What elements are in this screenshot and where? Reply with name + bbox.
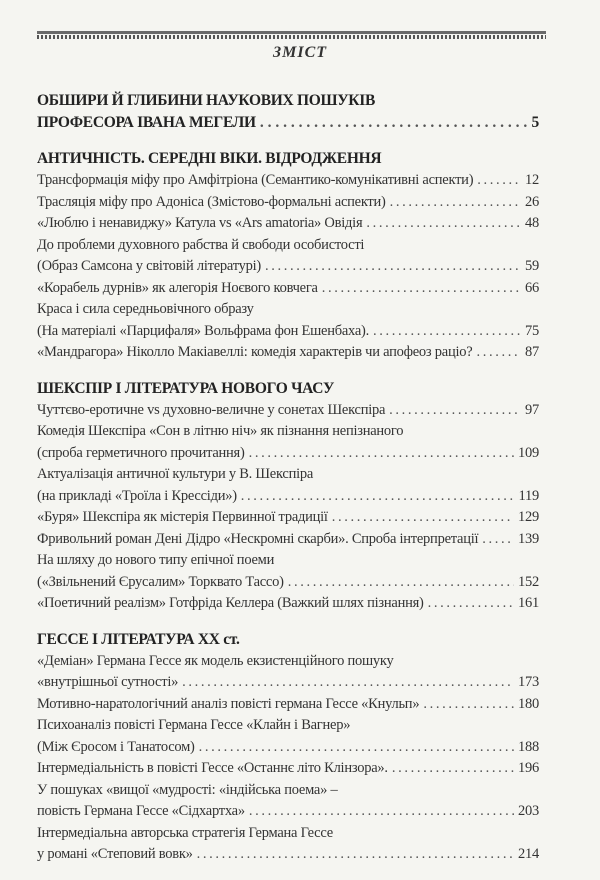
dot-leader: [482, 529, 514, 551]
dot-leader: [265, 256, 521, 278]
page-number: 97: [525, 401, 539, 418]
page-number: 196: [518, 760, 539, 776]
page-number: 5: [531, 114, 539, 131]
page-number: 59: [525, 258, 539, 274]
toc-line: [37, 593, 539, 615]
page-number: 26: [525, 193, 539, 210]
toc-line: [37, 148, 539, 170]
entry-text: повість Германа Гессе «Сідхартха»: [37, 803, 245, 819]
page-number: 12: [525, 172, 539, 188]
dot-leader: [182, 672, 514, 694]
entry-text: Інтермедіальна авторська стратегія Германа Гессе: [37, 824, 333, 841]
toc-line: [37, 235, 539, 257]
entry-text: Трансформація міфу про Амфітріона (Семантико-комунікативні аспекти): [37, 172, 474, 188]
toc-entry[interactable]: [37, 507, 539, 529]
page-number: 214: [518, 846, 539, 862]
entry-text: ОБШИРИ Й ГЛИБИНИ НАУКОВИХ ПОШУКІВ: [37, 92, 375, 109]
entry-text: До проблеми духовного рабства й свободи особистості: [37, 236, 365, 253]
dot-leader: [288, 572, 514, 594]
entry-text: ПРОФЕСОРА ІВАНА МЕГЕЛИ: [37, 114, 256, 131]
header-ornamental-rule: [37, 31, 546, 40]
toc-line: [37, 342, 539, 364]
entry-text: (Між Єросом і Танатосом): [37, 738, 195, 755]
page-number: 129: [518, 509, 539, 525]
toc-line: [37, 213, 539, 235]
toc-entry[interactable]: [37, 400, 539, 422]
toc-entry[interactable]: [37, 715, 539, 758]
entry-text: Актуалізація античної культури у В. Шекспіра: [37, 466, 314, 482]
entry-text: «Поетичний реалізм» Готфріда Келлера (Важкий шлях пізнання): [37, 595, 424, 611]
toc-entry[interactable]: [37, 550, 539, 593]
rule-line: [37, 31, 546, 34]
entry-text: Фривольний роман Дені Дідро «Нескромні скарби». Спроба інтерпретації: [37, 530, 479, 547]
section-heading: [37, 148, 539, 170]
toc-line: [37, 629, 539, 651]
toc-line: [37, 801, 539, 823]
dot-leader: [332, 507, 514, 529]
dot-leader: [476, 342, 521, 364]
entry-text: (спроба герметичного прочитання): [37, 444, 245, 461]
page-number: 87: [525, 344, 539, 360]
toc-section: [37, 629, 539, 866]
toc-entry[interactable]: [37, 464, 539, 507]
toc-entry[interactable]: [37, 694, 539, 716]
toc-line: [37, 278, 539, 300]
dot-leader: [241, 486, 515, 508]
entry-text: «внутрішньої сутності»: [37, 674, 179, 690]
dot-leader: [260, 112, 528, 134]
entry-text: Інтермедіальність в повісті Гессе «Останнє літо Клінзора».: [37, 760, 388, 776]
entry-text: «Люблю і ненавиджу» Катула vs «Ars amatoria» Овідія: [37, 215, 363, 231]
page-number: 75: [525, 322, 539, 339]
dot-leader: [366, 213, 521, 235]
dot-leader: [373, 321, 521, 343]
entry-text: (На матеріалі «Парцифаля» Вольфрама фон Ешенбаха).: [37, 322, 369, 339]
page-number: 48: [525, 215, 539, 231]
entry-text: У пошуках «вищої «мудрості: «індійська поема» –: [37, 781, 338, 798]
toc-line: [37, 464, 539, 486]
table-of-contents: [37, 90, 539, 880]
toc-entry[interactable]: [37, 213, 539, 235]
toc-line: [37, 844, 539, 866]
page-title: ЗМІСТ: [272, 44, 328, 61]
toc-line: [37, 694, 539, 716]
page-number: 152: [518, 573, 539, 590]
dot-leader: [389, 400, 521, 422]
page-number: 188: [518, 738, 539, 755]
toc-line: [37, 651, 539, 673]
toc-entry[interactable]: [37, 170, 539, 192]
page-number: 119: [518, 487, 539, 504]
rule-dots: [37, 35, 546, 39]
toc-entry[interactable]: [37, 593, 539, 615]
entry-text: (Образ Самсона у світовій літературі): [37, 258, 261, 274]
page-number: 180: [518, 695, 539, 712]
toc-entry[interactable]: [37, 421, 539, 464]
section-heading: [37, 629, 539, 651]
section-heading: [37, 90, 539, 134]
toc-line: [37, 486, 539, 508]
toc-line: [37, 378, 539, 400]
toc-line: [37, 321, 539, 343]
entry-text: «Деміан» Германа Гессе як модель екзистенційного пошуку: [37, 652, 394, 669]
dot-leader: [197, 844, 514, 866]
toc-entry[interactable]: [37, 758, 539, 780]
toc-section: [37, 148, 539, 364]
page-number: 139: [518, 530, 539, 547]
toc-section: [37, 90, 539, 134]
entry-text: Чуттєво-еротичне vs духовно-величне у сонетах Шекспіра: [37, 401, 386, 418]
toc-entry[interactable]: [37, 235, 539, 278]
entry-text: ГЕССЕ І ЛІТЕРАТУРА XX ст.: [37, 630, 240, 648]
dot-leader: [477, 170, 521, 192]
page-number: 66: [525, 279, 539, 296]
toc-entry[interactable]: [37, 192, 539, 214]
toc-line: [37, 443, 539, 465]
toc-entry[interactable]: [37, 278, 539, 300]
dot-leader: [199, 737, 514, 759]
toc-line: [37, 550, 539, 572]
entry-text: Краса і сила середньовічного образу: [37, 301, 254, 317]
toc-line: [37, 170, 539, 192]
toc-line: [37, 507, 539, 529]
toc-entry[interactable]: [37, 342, 539, 364]
entry-text: На шляху до нового типу епічної поеми: [37, 552, 275, 568]
toc-line: [37, 672, 539, 694]
entry-text: Комедія Шекспіра «Сон в літню ніч» як пізнання непізнаного: [37, 423, 404, 439]
entry-text: Мотивно-наратологічний аналіз повісті германа Гессе «Кнульп»: [37, 695, 420, 712]
toc-line: [37, 90, 539, 112]
toc-entry[interactable]: [37, 780, 539, 823]
entry-text: у романі «Степовий вовк»: [37, 846, 193, 862]
entry-text: («Звільнений Єрусалим» Торквато Тассо): [37, 573, 284, 590]
toc-entry[interactable]: [37, 299, 539, 342]
entry-text: «Буря» Шекспіра як містерія Первинної традиції: [37, 509, 328, 525]
dot-leader: [392, 758, 514, 780]
toc-entry[interactable]: [37, 823, 539, 866]
toc-line: [37, 715, 539, 737]
dot-leader: [322, 278, 521, 300]
dot-leader: [249, 801, 514, 823]
page-number: 161: [518, 595, 539, 611]
toc-line: [37, 192, 539, 214]
toc-line: [37, 529, 539, 551]
toc-line: [37, 421, 539, 443]
toc-line: [37, 299, 539, 321]
entry-text: ШЕКСПІР І ЛІТЕРАТУРА НОВОГО ЧАСУ: [37, 379, 335, 397]
toc-entry[interactable]: [37, 651, 539, 694]
entry-text: «Мандрагора» Ніколло Макіавеллі: комедія характерів чи апофеоз раціо?: [37, 344, 473, 360]
toc-section: [37, 378, 539, 615]
toc-line: [37, 256, 539, 278]
entry-text: Психоаналіз повісті Германа Гессе «Клайн і Вагнер»: [37, 717, 351, 733]
dot-leader: [390, 192, 521, 214]
toc-line: [37, 400, 539, 422]
toc-line: [37, 112, 539, 134]
page-number: 173: [518, 674, 539, 690]
toc-line: [37, 758, 539, 780]
dot-leader: [428, 593, 514, 615]
dot-leader: [249, 443, 514, 465]
toc-line: [37, 780, 539, 802]
entry-text: АНТИЧНІСТЬ. СЕРЕДНІ ВІКИ. ВІДРОДЖЕННЯ: [37, 150, 382, 167]
section-heading: [37, 378, 539, 400]
entry-text: Трасляція міфу про Адоніса (Змістово-формальні аспекти): [37, 193, 386, 210]
entry-text: «Корабель дурнів» як алегорія Ноєвого ковчега: [37, 279, 318, 296]
toc-line: [37, 823, 539, 845]
page-number: 203: [518, 803, 539, 819]
page-number: 109: [518, 444, 539, 461]
entry-text: (на прикладі «Троїла і Крессіди»): [37, 487, 237, 504]
toc-entry[interactable]: [37, 529, 539, 551]
toc-line: [37, 572, 539, 594]
dot-leader: [423, 694, 514, 716]
toc-line: [37, 737, 539, 759]
